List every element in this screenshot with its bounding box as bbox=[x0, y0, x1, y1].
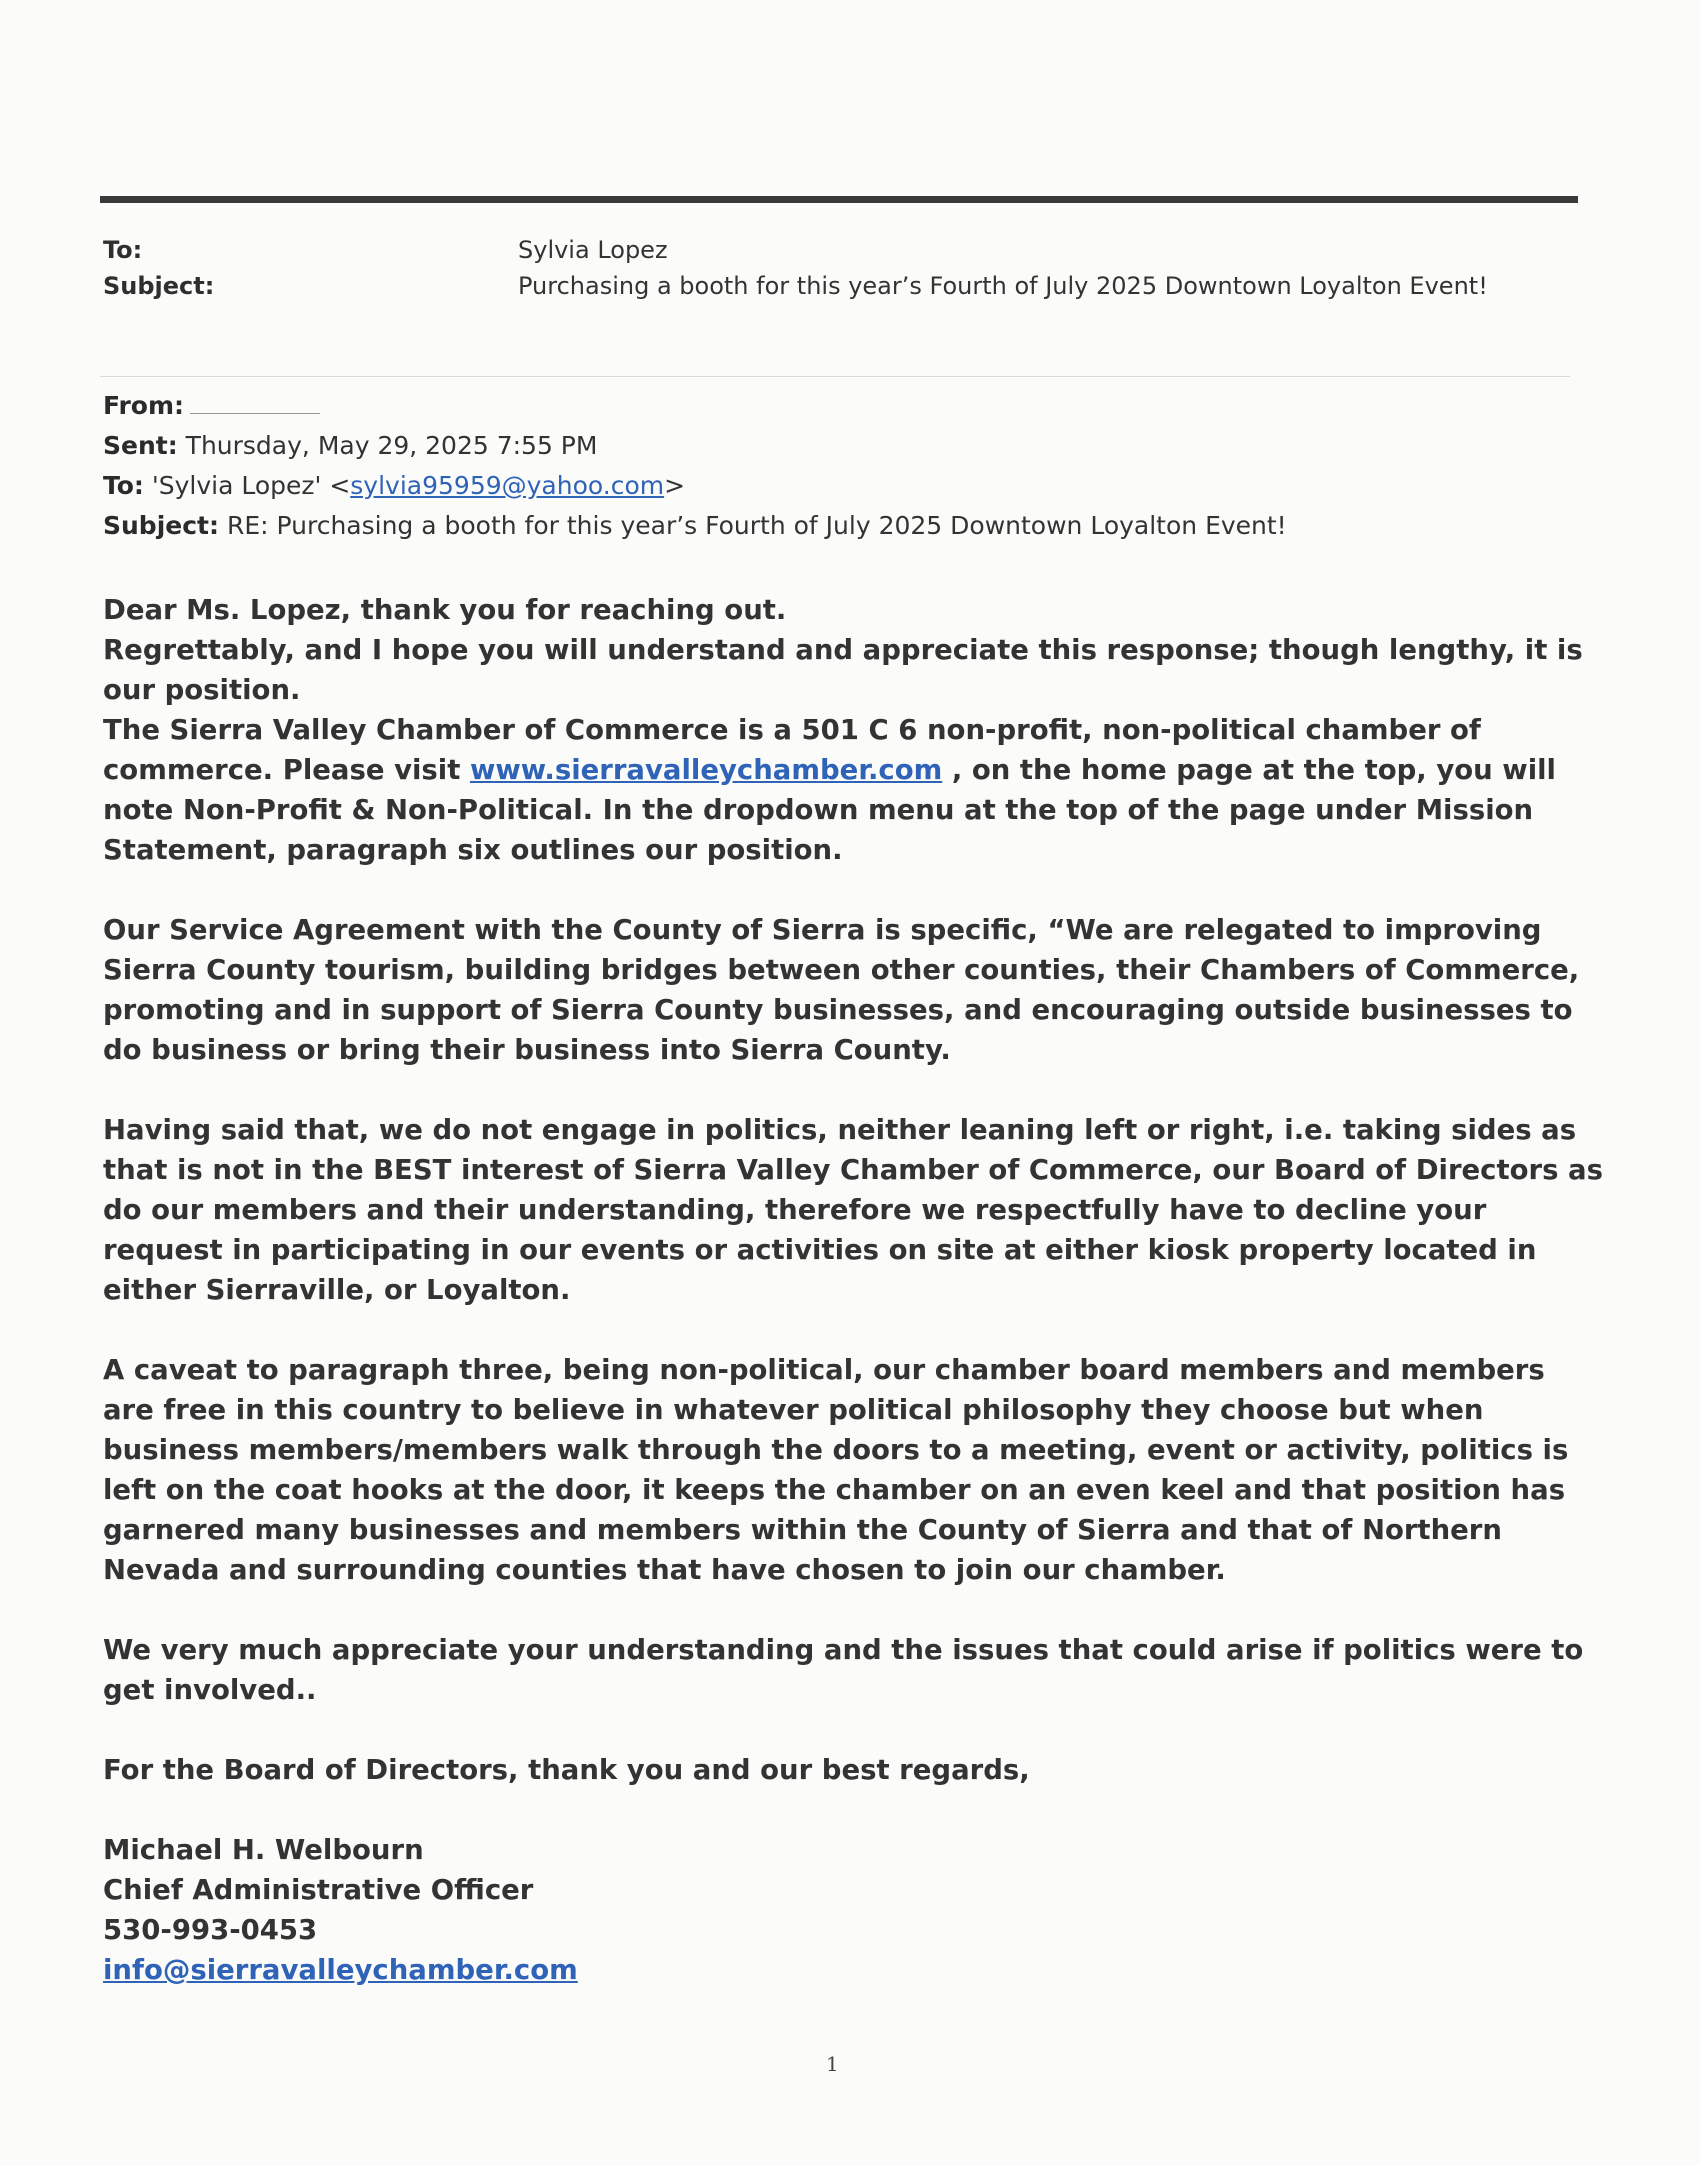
signature-name: Michael H. Welbourn bbox=[103, 1834, 424, 1866]
paragraph-1: Regrettably, and I hope you will understand and appreciate this response; though lengthy, it is our position. bbox=[103, 634, 1583, 706]
message-body bbox=[103, 590, 1603, 1990]
paragraph-2-before: The Sierra Valley Chamber of Commerce is a 501 C 6 non-profit, non-political chamber of commerce. Please visit bbox=[103, 714, 1481, 786]
sent-label: Sent: bbox=[103, 431, 178, 460]
paragraph-2-after: , on the home page at the top, you will note Non-Profit & Non-Political. In the dropdown menu at the top of the page under Mission Statement, paragraph six outlines our position. bbox=[103, 754, 1556, 866]
header-divider bbox=[100, 196, 1578, 203]
header-subject-label: Subject: bbox=[103, 272, 215, 300]
signature-email-link[interactable]: info@sierravalleychamber.com bbox=[103, 1954, 578, 1986]
closing-line: For the Board of Directors, thank you and our best regards, bbox=[103, 1754, 1030, 1786]
paragraph-6: We very much appreciate your understanding and the issues that could arise if politics were to get involved.. bbox=[103, 1634, 1584, 1706]
website-link[interactable]: www.sierravalleychamber.com bbox=[469, 754, 943, 786]
paragraph-3: Our Service Agreement with the County of Sierra is specific, “We are relegated to improving Sierra County tourism, building bridges between other counties, their Chambers of Commerce, promoting and in support of Sierra County businesses, and encouraging outside businesses to do business or bring their business into Sierra County. bbox=[103, 914, 1580, 1066]
message-sent-line bbox=[103, 426, 1583, 466]
paragraph-4: Having said that, we do not engage in politics, neither leaning left or right, i.e. taking sides as that is not in the BEST interest of Sierra Valley Chamber of Commerce, our Board of Directors as do our members and their understanding, therefore we respectfully have to decline your request in participating in our events or activities on site at either kiosk property located in either Sierraville, or Loyalton. bbox=[103, 1114, 1603, 1306]
greeting: Dear Ms. Lopez, thank you for reaching out. bbox=[103, 594, 787, 626]
paragraph-gap bbox=[103, 870, 1603, 910]
signature-title: Chief Administrative Officer bbox=[103, 1874, 534, 1906]
page-number: 1 bbox=[826, 2052, 839, 2076]
to-label: To: bbox=[103, 471, 144, 500]
to-close: > bbox=[664, 471, 686, 500]
paragraph-gap bbox=[103, 1070, 1603, 1110]
subject-value: RE: Purchasing a booth for this year’s Fourth of July 2025 Downtown Loyalton Event! bbox=[226, 511, 1287, 540]
paragraph-gap bbox=[103, 1790, 1603, 1830]
signature-phone: 530-993-0453 bbox=[103, 1914, 318, 1946]
paragraph-gap bbox=[103, 1710, 1603, 1750]
sent-value: Thursday, May 29, 2025 7:55 PM bbox=[185, 431, 598, 460]
from-redacted-field bbox=[190, 387, 320, 414]
message-subject-line bbox=[103, 506, 1583, 546]
paragraph-5: A caveat to paragraph three, being non-political, our chamber board members and members are free in this country to believe in whatever political philosophy they choose but when business members/members walk through the doors to a meeting, event or activity, politics is left on the coat hooks at the door, it keeps the chamber on an even keel and that position has garnered many businesses and members within the County of Sierra and that of Northern Nevada and surrounding counties that have chosen to join our chamber. bbox=[103, 1354, 1569, 1586]
header-to-value: Sylvia Lopez bbox=[518, 236, 668, 264]
message-from-line bbox=[103, 386, 1583, 426]
paragraph-gap bbox=[103, 1590, 1603, 1630]
header-thin-divider bbox=[100, 376, 1570, 377]
from-label: From: bbox=[103, 391, 185, 420]
subject-label: Subject: bbox=[103, 511, 219, 540]
header-subject-value: Purchasing a booth for this year’s Fourth of July 2025 Downtown Loyalton Event! bbox=[518, 272, 1488, 300]
header-to-label: To: bbox=[103, 236, 143, 264]
to-email-link[interactable]: sylvia95959@yahoo.com bbox=[350, 471, 665, 500]
to-name: 'Sylvia Lopez' < bbox=[151, 471, 351, 500]
message-to-line bbox=[103, 466, 1583, 506]
paragraph-gap bbox=[103, 1310, 1603, 1350]
paragraph-2 bbox=[103, 710, 1603, 870]
